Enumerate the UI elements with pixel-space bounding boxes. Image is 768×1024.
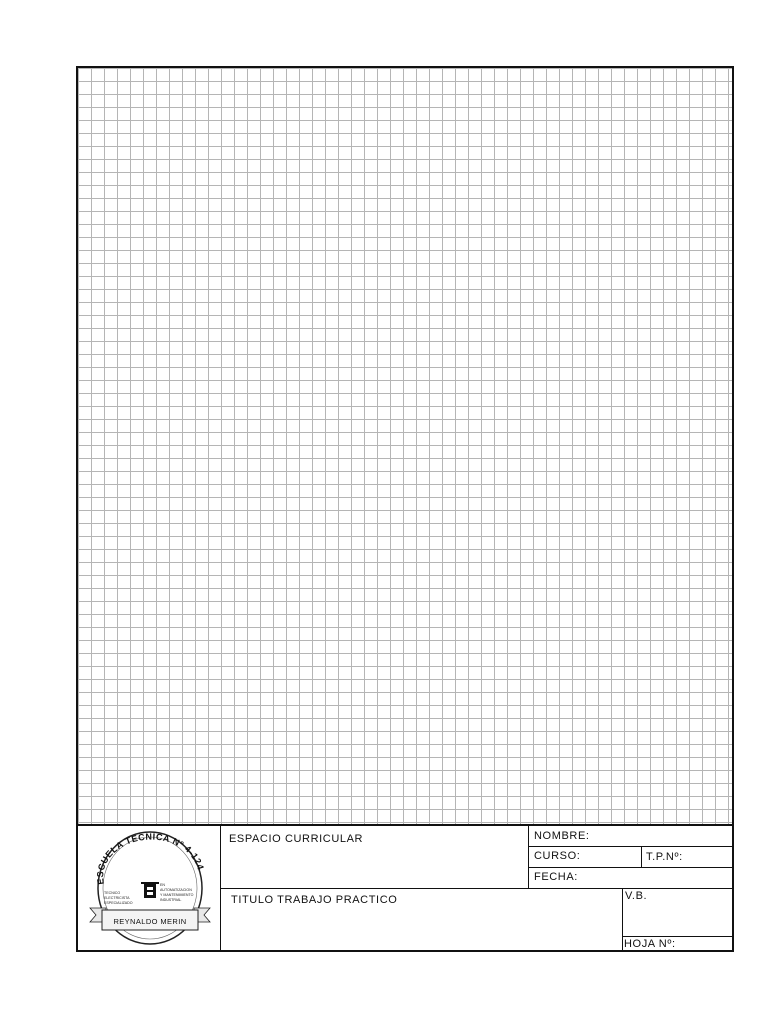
divider: [220, 888, 732, 889]
curso-label: CURSO:: [534, 850, 581, 862]
logo-arc-text: ESCUELA TECNICA Nº 4-124: [95, 831, 206, 886]
logo-left-line-1: TECNICO: [104, 891, 121, 895]
drawing-sheet: [76, 66, 734, 952]
nombre-label: NOMBRE:: [534, 830, 590, 842]
hoja-label: HOJA Nº:: [624, 938, 676, 950]
fecha-label: FECHA:: [534, 871, 578, 883]
logo-emblem-icon: [141, 882, 159, 898]
titulo-trabajo-label: TITULO TRABAJO PRACTICO: [231, 894, 398, 906]
logo-banner-text: REYNALDO MERIN: [113, 917, 187, 926]
svg-text:ESCUELA TECNICA Nº 4-124: [95, 831, 206, 885]
graph-grid: [78, 68, 732, 824]
divider: [622, 936, 732, 937]
logo-right-line-3: Y MANTENIMIENTO: [160, 893, 194, 897]
school-logo: [78, 826, 220, 950]
divider: [528, 867, 732, 868]
logo-right-line-4: INDUSTRIAL: [160, 898, 182, 902]
tp-numero-label: T.P.Nº:: [646, 851, 683, 863]
divider: [641, 846, 642, 868]
vb-label: V.B.: [625, 890, 648, 902]
divider: [622, 888, 623, 950]
logo-left-line-2: ELECTRICISTA: [104, 896, 130, 900]
espacio-curricular-label: ESPACIO CURRICULAR: [229, 833, 364, 845]
logo-right-line-1: EN: [160, 883, 165, 887]
logo-left-line-3: ESPECIALIZADO: [104, 901, 133, 905]
divider: [528, 846, 732, 847]
logo-right-line-2: AUTOMATIZACION: [160, 888, 192, 892]
title-block: [78, 824, 732, 950]
divider: [528, 826, 529, 888]
